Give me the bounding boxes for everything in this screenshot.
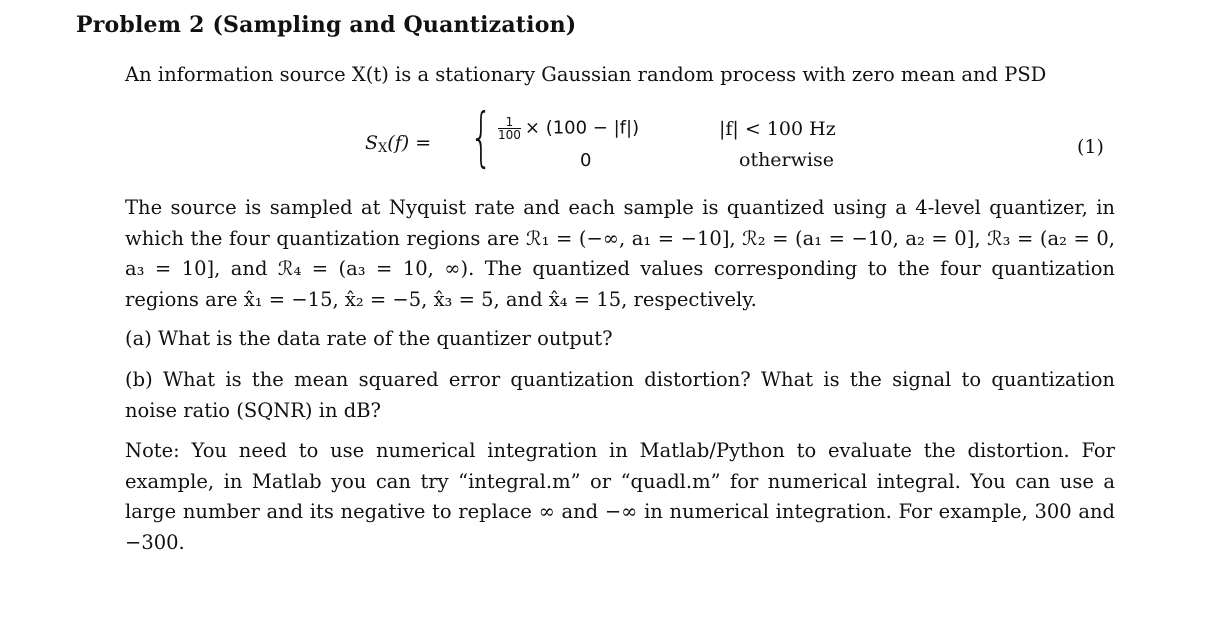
equation-case-2: 0 <box>580 150 592 171</box>
equation-lhs: $S_X(f)$ = <box>365 132 432 156</box>
equation-case-1: $\frac{1}{100}$ × (100 − |f|) <box>498 115 640 142</box>
equation-fraction: $\frac{1}{100}$ <box>498 115 521 142</box>
question-a: (a) What is the data rate of the quantizer output? <box>125 327 613 350</box>
intro-paragraph: An information source X(t) is a stationary Gaussian random process with zero mean and PSD <box>125 63 1047 86</box>
question-b: (b) What is the mean squared error quantization distortion? What is the signal to quantization noise ratio (SQNR) in dB? <box>125 368 1115 422</box>
equation-condition-1: |f| < 100 Hz <box>719 118 836 140</box>
equation-condition-2: otherwise <box>739 149 834 171</box>
problem-title: Problem 2 (Sampling and Quantization) <box>76 12 577 38</box>
psd-equation <box>125 101 1115 182</box>
equation-number: (1) <box>1077 136 1104 158</box>
source-paragraph: The source is sampled at Nyquist rate and each sample is quantized using a 4-level quantizer, in which the four quantization regions are ℛ₁ = (−∞, a₁ = −10], ℛ₂ = (a₁ = −10, a₂ = 0], ℛ₃ = (a₂ = 0, a₃ = 10], and ℛ₄ = (a₃ = 10, ∞). The quantized values corresponding to the four quantization regions are x̂₁ = −15, x̂₂ = −5, x̂₃ = 5, and x̂₄ = 15, respectively. <box>125 196 1115 311</box>
note-paragraph: Note: You need to use numerical integration in Matlab/Python to evaluate the distortion. For example, in Matlab you can try “integral.m” or “quadl.m” for numerical integral. You can use a large number and its negative to replace ∞ and −∞ in numerical integration. For example, 300 and −300. <box>125 439 1115 554</box>
left-brace-icon: { <box>470 101 493 175</box>
